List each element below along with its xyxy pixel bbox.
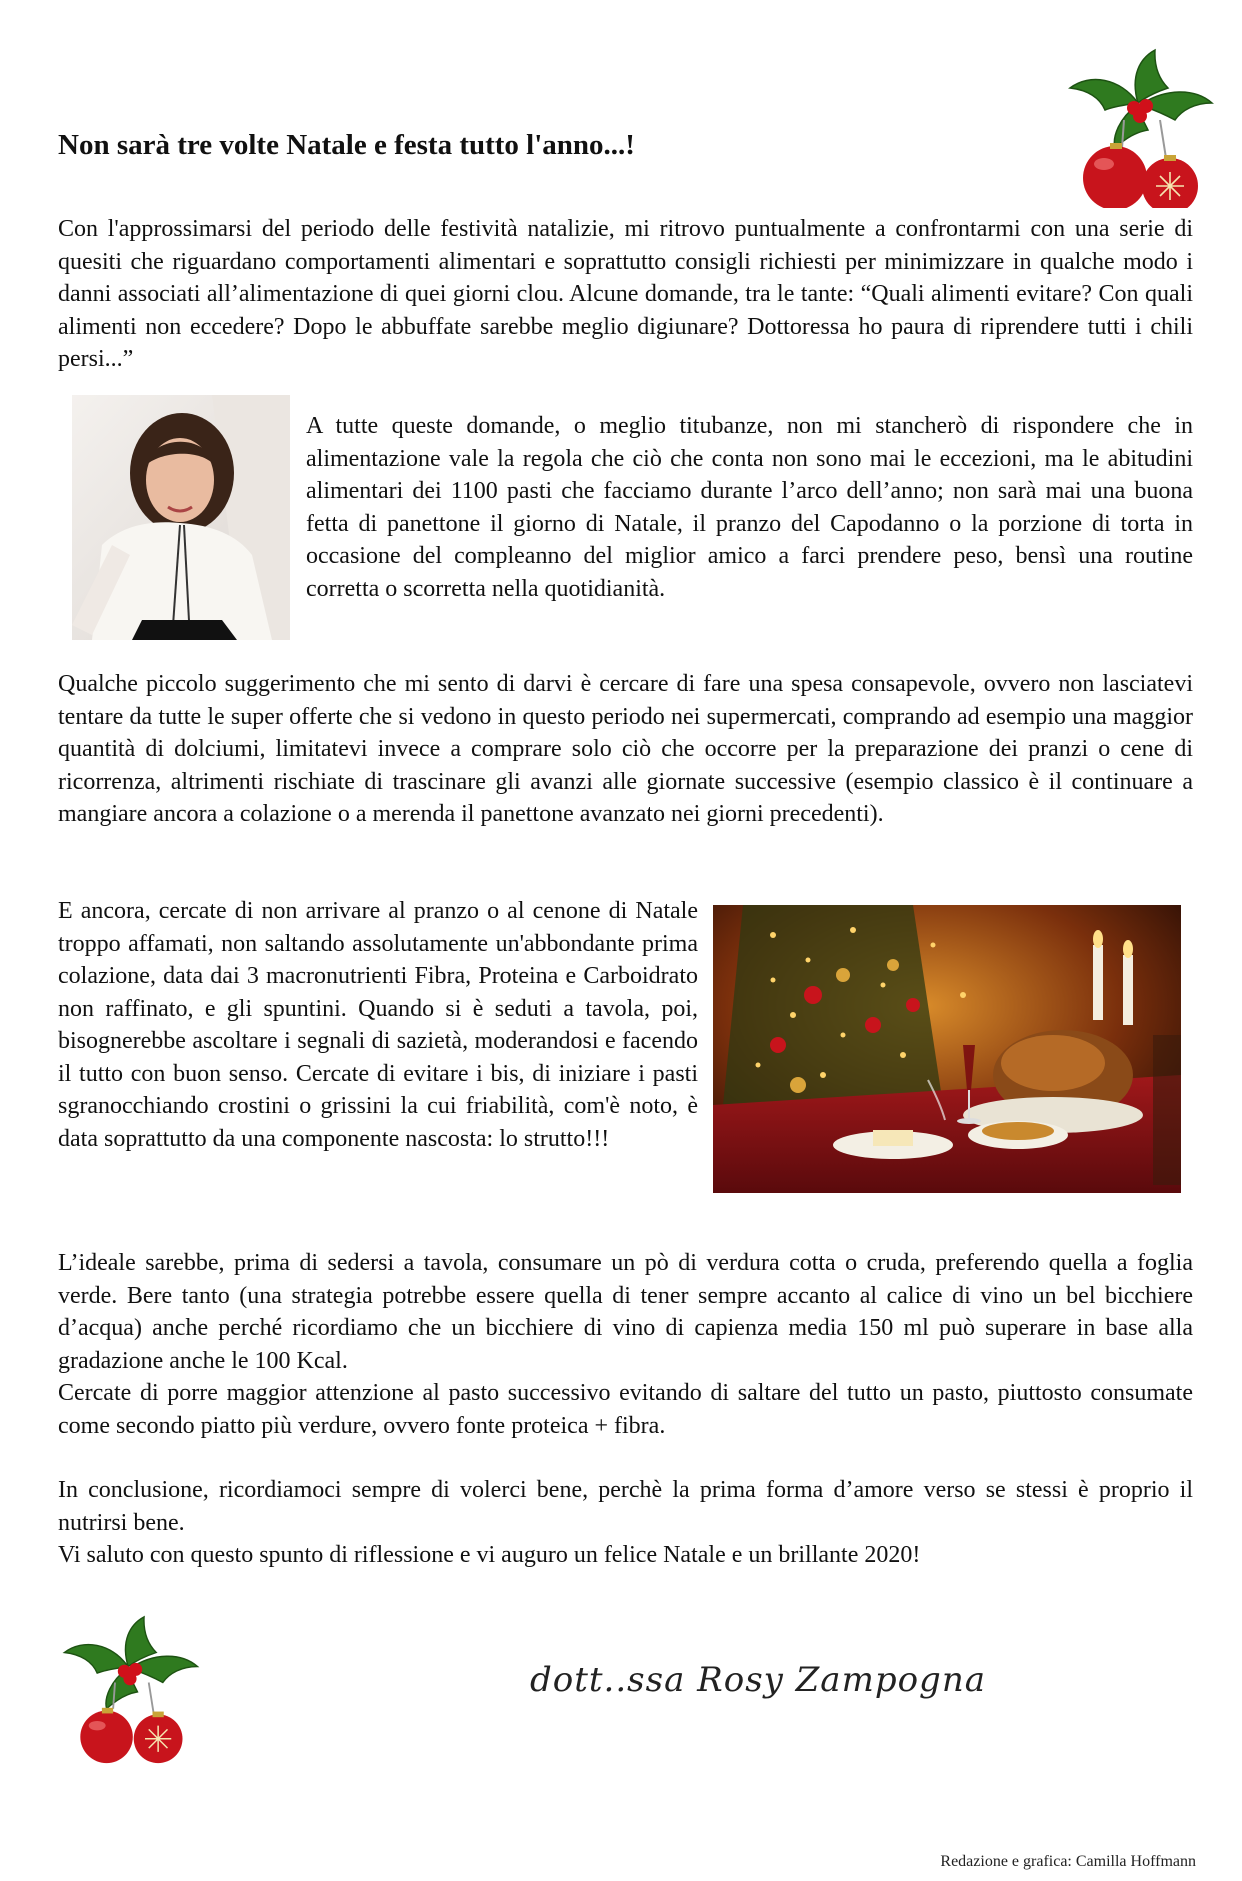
next-meal-paragraph: Cercate di porre maggior attenzione al pasto successivo evitando di saltare del tutto un pasto, piuttosto consumate come secondo piatto più verdure, ovvero fonte proteica + fibra. xyxy=(58,1380,1193,1439)
author-signature: dott..ssa Rosy Zampogna xyxy=(530,1660,986,1700)
dinner-advice-paragraph: E ancora, cercate di non arrivare al pranzo o al cenone di Natale troppo affamati, non saltando assolutamente un'abbondante prima colazione, data dai 3 macronutrienti Fibra, Proteina e Carboidrato non raffinato, e gli spuntini. Quando si è seduti a tavola, poi, bisognerebbe ascoltare i segnali di sazietà, moderandosi e facendo il tutto con buon senso. Cercate di evitare i bis, di iniziare i pasti sgranocchiando crostini o grissini la cui friabilità, com'è noto, è data soprattutto da una componente nascosta: lo strutto!!! xyxy=(58,898,698,1152)
christmas-table-photo xyxy=(713,905,1181,1193)
christmas-ornament-bottom-icon xyxy=(55,1615,205,1765)
intro-paragraph: Con l'approssimarsi del periodo delle festività natalizie, mi ritrovo puntualmente a confrontarmi con una serie di quesiti che riguardano comportamenti alimentari e soprattutto consigli richiesti per minimizzare in qualche modo i danni associati all’alimentazione di quei giorni clou. Alcune domande, tra le tante: “Quali alimenti evitare? Con quali alimenti non eccedere? Dopo le abbuffate sarebbe meglio digiunare? Dottoressa ho paura di riprendere tutti i chili persi...” xyxy=(58,216,1193,372)
christmas-ornament-top-icon xyxy=(1060,48,1220,208)
author-portrait-photo xyxy=(72,395,290,640)
answer-paragraph: A tutte queste domande, o meglio titubanze, non mi stancherò di rispondere che in alimentazione vale la regola che ciò che conta non sono mai le eccezioni, ma le abitudini alimentari dei 1100 pasti che facciamo durante l’arco dell’anno; non sarà mai una buona fetta di panettone il giorno di Natale, il pranzo del Capodanno o la porzione di torta in occasione del compleanno del miglior amico a farci prendere peso, bensì una routine corretta o scorretta nella quotidianità. xyxy=(306,413,1193,602)
editorial-credits: Redazione e grafica: Camilla Hoffmann xyxy=(940,1853,1196,1870)
shopping-advice-paragraph: Qualche piccolo suggerimento che mi sento di darvi è cercare di fare una spesa consapevole, ovvero non lasciatevi tentare da tutte le super offerte che si vedono in questo periodo nei supermercati, comprando ad esempio una maggior quantità di dolciumi, limitatevi invece a comprare solo ciò che occorre per la preparazione dei pranzi o cene di ricorrenza, altrimenti rischiate di trascinare gli avanzi alle giornate successive (esempio classico è il continuare a mangiare ancora a colazione o a merenda il panettone avanzato nei giorni precedenti). xyxy=(58,671,1193,827)
ideal-paragraph: L’ideale sarebbe, prima di sedersi a tavola, consumare un pò di verdura cotta o cruda, preferendo quella a foglia verde. Bere tanto (una strategia potrebbe essere quella di tener sempre accanto al calice di vino un bel bicchiere d’acqua) anche perché ricordiamo che un bicchiere di vino di capienza media 150 ml può superare in base alla gradazione anche le 100 Kcal. xyxy=(58,1250,1193,1374)
farewell-paragraph: Vi saluto con questo spunto di riflessione e vi auguro un felice Natale e un brillante 2020! xyxy=(58,1542,921,1568)
article-title: Non sarà tre volte Natale e festa tutto l'anno...! xyxy=(58,129,635,162)
conclusion-paragraph: In conclusione, ricordiamoci sempre di volerci bene, perchè la prima forma d’amore verso se stessi è proprio il nutrirsi bene. xyxy=(58,1477,1193,1536)
